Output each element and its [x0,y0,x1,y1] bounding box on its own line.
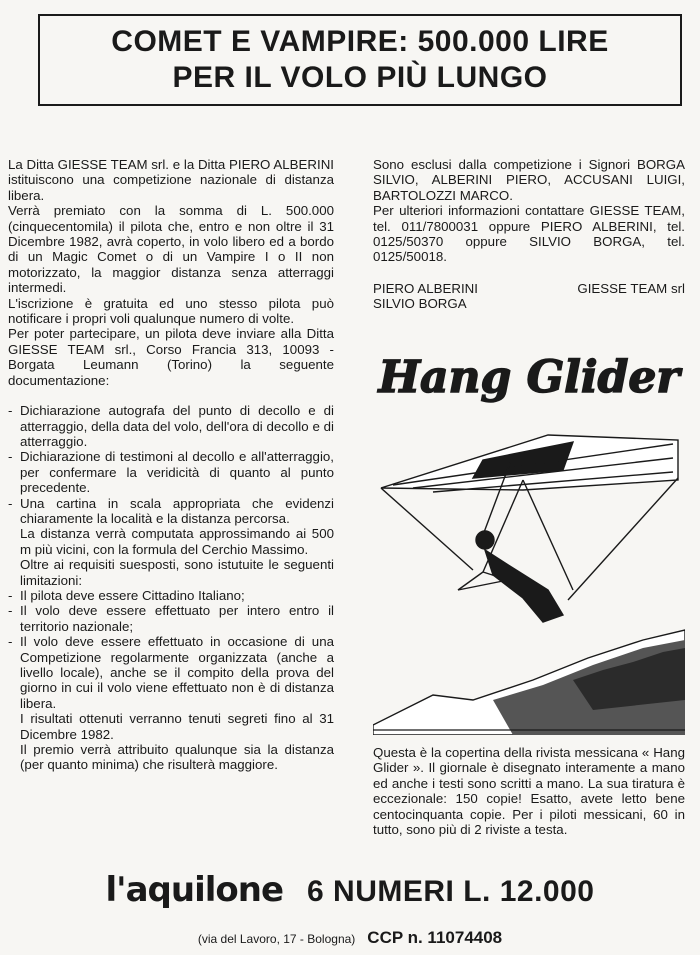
doc-item-text: Dichiarazione di testimoni al decollo e all'atterraggio, per confermare la veridicità di quanto al punto precedente. [20,449,334,496]
prize-paragraph: Verrà premiato con la somma di L. 500.000 (cinquecentomila) il pilota che, entro e non oltre il 31 Dicembre 1982, avrà coperto, in volo libero ed a bordo di un Magic Comet o di un Vampire I o II non motorizzato, la maggior distanza senza atterraggi intermedi. [8,203,334,296]
payment-info [0,928,700,948]
limit-item [8,588,334,603]
signature-giesse: GIESSE TEAM srl [577,280,685,296]
signature-alberini: PIERO ALBERINI [373,280,478,296]
signatures [373,281,685,312]
limit-item-text: Il volo deve essere effettuato per intero entro il territorio nazionale; [20,603,334,634]
magazine-logo: l'aquilone [105,870,284,910]
contact-paragraph: Per ulteriori informazioni contattare GIESSE TEAM, tel. 011/7800031 oppure PIERO ALBERINI, tel. 0125/50370 oppure SILVIO BORGA, tel. 0125/50018. [373,203,685,265]
doc-item [8,449,334,495]
headline-box [38,14,682,106]
dash-marker: - [8,403,13,419]
right-column [373,157,685,312]
doc-item-text: Una cartina in scala appropriata che evidenzi chiaramente la località e la distanza percorsa. [20,495,334,526]
dash-marker: - [8,634,13,650]
headline-line-2: PER IL VOLO PIÙ LUNGO [172,61,548,94]
intro-paragraph: La Ditta GIESSE TEAM srl. e la Ditta PIERO ALBERINI istituiscono una competizione nazionale di distanza libera. [8,157,334,203]
excluded-paragraph: Sono esclusi dalla competizione i Signori BORGA SILVIO, ALBERINI PIERO, ACCUSANI LUIGI, BARTOLOZZI MARCO. [373,157,685,203]
postal-account: CCP n. 11074408 [367,928,503,947]
secrecy-note: I risultati ottenuti verranno tenuti segreti fino al 31 Dicembre 1982. [20,711,334,742]
doc-item [8,403,334,449]
doc-item-text: Dichiarazione autografa del punto di decollo e di atterraggio, della data del volo, dell'ora di decollo e di atterraggio. [20,403,334,449]
limit-item-text: Il volo deve essere effettuato in occasione di una Competizione regolarmente organizzata (anche a livello locale), anche se il compito della prova del giorno in cui il volo viene effettuato non è di distanza libera. [20,634,334,711]
doc-item [8,496,334,527]
cover-caption: Questa è la copertina della rivista messicana « Hang Glider ». Il giornale è disegnato interamente a mano ed anche i testi sono scritti a mano. La sua tiratura è eccezionale: 150 copie! Esatto, avete letto bene centocinquanta copie. Per i piloti messicani, 60 in tutto, sono più di 2 riviste a testa. [373,745,685,838]
subscription-banner [0,870,700,918]
limit-item [8,603,334,634]
limits-intro: Oltre ai requisiti suesposti, sono istutuite le seguenti limitazioni: [20,557,334,588]
limit-item-text: Il pilota deve essere Cittadino Italiano; [20,587,245,603]
subscription-price: 6 NUMERI L. 12.000 [307,875,595,908]
publisher-address: (via del Lavoro, 17 - Bologna) [197,932,356,946]
participation-paragraph: Per poter partecipare, un pilota deve inviare alla Ditta GIESSE TEAM srl., Corso Francia 313, 10093 - Borgata Leumann (Torino) la seguente documentazione: [8,326,334,388]
dash-marker: - [8,587,13,603]
headline-line-1: COMET E VAMPIRE: 500.000 LIRE [111,25,609,58]
dash-marker: - [8,449,13,465]
registration-paragraph: L'iscrizione è gratuita ed uno stesso pilota può notificare i propri voli qualunque numero di volte. [8,295,334,327]
dash-marker: - [8,603,13,619]
hang-glider-icon [381,435,678,622]
distance-note: La distanza verrà computata approssimando ai 500 m più vicini, con la formula del Cerchio Massimo. [20,526,334,557]
magazine-cover-illustration [373,340,685,735]
cover-title: Hang Glider [378,352,680,403]
dash-marker: - [8,495,13,511]
signature-borga: SILVIO BORGA [373,296,467,312]
limit-item [8,634,334,711]
left-column [8,157,334,773]
award-note: Il premio verrà attribuito qualunque sia la distanza (per quanto minima) che risulterà maggiore. [20,742,334,773]
landscape-hills [373,630,685,735]
